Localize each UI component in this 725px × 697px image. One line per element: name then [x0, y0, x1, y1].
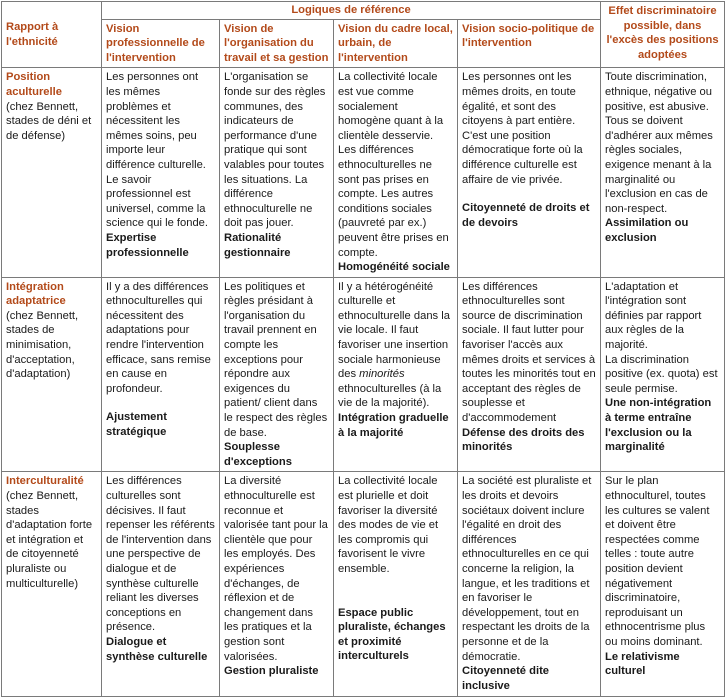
professional-cell: [102, 472, 220, 697]
discrimination-cell: [601, 277, 725, 472]
header-discriminatory-effect: Effet discriminatoire possible, dans l'excès des positions adoptées: [601, 2, 725, 68]
local-cell: [334, 68, 458, 277]
cell-conclusion: Le relativisme culturel: [605, 650, 680, 678]
row-label-sub: (chez Bennett, stades d'adaptation forte et intégration et de citoyenneté pluraliste ou multiculturelle): [6, 490, 93, 590]
cell-conclusion: Souplesse d'exceptions: [224, 441, 292, 468]
cell-text: Il y a hétérogénéité culturelle et ethnoculturelle dans la vie locale. Il faut favoriser une insertion sociale harmonieuse des minorités ethnoculturelles (à la vie de la majorité).: [338, 280, 450, 410]
cell-text: La diversité ethnoculturelle est reconnue et valorisée tant pour la clientèle que pour les employés. Des expériences d'échanges, de réflexion et de changement dans les pratiques et la gestion sont valorisées.: [224, 475, 328, 663]
row-label: Intégration adaptatrice: [6, 280, 66, 308]
cell-text: Les politiques et règles présidant à l'organisation du travail prennent en compte les exceptions pour répondre aux exigences du patient/ client dans le respect des règles de base.: [224, 280, 328, 439]
cell-text: L'adaptation et l'intégration sont définies par rapport aux règles de la majorité.: [605, 280, 702, 352]
organisation-cell: [220, 68, 334, 277]
organisation-cell: [220, 277, 334, 472]
discrimination-cell: [601, 68, 725, 277]
cell-text: La société est pluraliste et les droits et devoirs sociétaux doivent inclure l'égalité en droit des différences ethnoculturelles en ce qui concerne la religion, la langue, et les traditions et en favoriser le développement, tout en respectant les droits de la personne et de la démocratie.: [462, 475, 592, 663]
professional-cell: [102, 68, 220, 277]
cell-conclusion: Expertise professionnelle: [106, 231, 189, 259]
local-cell: [334, 277, 458, 472]
cell-text: Les différences ethnoculturelles ne sont pas prises en compte. Les autres conditions sociales (pauvreté par ex.) peuvent être prises en compte.: [338, 144, 449, 259]
cell-conclusion: Dialogue et synthèse culturelle: [106, 635, 208, 663]
sociopolitical-cell: [458, 472, 601, 697]
cell-conclusion: Ajustement stratégique: [106, 411, 167, 439]
row-label-sub: (chez Bennett, stades de déni et de défense): [6, 100, 92, 142]
cell-text: Le savoir professionnel est universel, comme la science qui le fonde.: [106, 173, 208, 230]
cell-conclusion: Défense des droits des minorités: [462, 426, 585, 454]
row-label: Position aculturelle: [6, 71, 62, 98]
cell-text: C'est une position démocratique forte où la différence culturelle est affaire de vie privée.: [462, 129, 583, 186]
local-cell: [334, 472, 458, 697]
cell-text: La collectivité locale est vue comme socialement homogène quant à la clientèle desservie.: [338, 71, 444, 142]
cell-text: L'organisation se fonde sur des règles communes, des indicateurs de performance d'une pratique qui sont valables pour toutes les situations. La différence ethnoculturelle ne doit pas jouer.: [224, 71, 326, 230]
cell-text: Il y a des différences ethnoculturelles qui nécessitent des adaptations pour rendre l'intervention efficace, sans remise en cause en profondeur.: [106, 280, 211, 395]
cell-text: La discrimination positive (ex. quota) est seule permise.: [605, 353, 718, 395]
cell-text: La collectivité locale est plurielle et doit favoriser la diversité des modes de vie et les compromis qui favorisent le vivre ensemble.: [338, 475, 439, 575]
cell-text: Les personnes ont les mêmes problèmes et nécessitent les mêmes soins, peu importe leur différence culturelle.: [106, 71, 206, 171]
header-ethnicity-relation: Rapport à l'ethnicité: [2, 2, 102, 68]
cell-text: Tous se doivent d'adhérer aux mêmes règles sociales, exigence menant à la marginalité ou l'exclusion en cas de non-respect.: [605, 115, 713, 215]
cell-text: Les différences ethnoculturelles sont source de discrimination sociale. Il faut lutter pour favoriser l'accès aux mêmes droits et services à toutes les minorités tout en acceptant des règles de souplesse et d'accommodement: [462, 280, 596, 425]
row-label-cell: [2, 68, 102, 277]
row-label-cell: [2, 277, 102, 472]
cell-text: Sur le plan ethnoculturel, toutes les cultures se valent et doivent être respectées comme telles : toute autre position devient négativement discriminatoire, reproduisant un ethnocentrisme plus ou moins dominant.: [605, 475, 710, 648]
discrimination-cell: [601, 472, 725, 697]
header-organisation-vision: Vision de l'organisation du travail et sa gestion: [220, 19, 334, 68]
cell-conclusion: Rationalité gestionnaire: [224, 231, 291, 259]
cell-text: Les différences culturelles sont décisives. Il faut repenser les référents de l'intervention dans une perspective de dialogue et de synthèse culturelle reliant les diverses conceptions en présence.: [106, 475, 215, 634]
header-local-vision: Vision du cadre local, urbain, de l'intervention: [334, 19, 458, 68]
sociopolitical-cell: [458, 277, 601, 472]
organisation-cell: [220, 472, 334, 697]
cell-conclusion: Intégration graduelle à la majorité: [338, 412, 449, 439]
row-label-cell: [2, 472, 102, 697]
sociopolitical-cell: [458, 68, 601, 277]
header-sociopolitical-vision: Vision socio-politique de l'intervention: [458, 19, 601, 68]
cell-conclusion: Espace public pluraliste, échanges et proximité interculturels: [338, 606, 446, 663]
cell-conclusion: Gestion pluraliste: [224, 665, 319, 678]
cell-conclusion: Assimilation ou exclusion: [605, 217, 689, 244]
cell-conclusion: Homogénéité sociale: [338, 261, 450, 274]
cell-conclusion: Une non-intégration à terme entraîne l'exclusion ou la marginalité: [605, 397, 712, 454]
row-label-sub: (chez Bennett, stades de minimisation, d'acceptation, d'adaptation): [6, 309, 79, 381]
professional-cell: [102, 277, 220, 472]
cell-text: Toute discrimination, ethnique, négative ou positive, est abusive.: [605, 71, 712, 113]
reference-logics-table: [1, 1, 725, 697]
header-reference-logics: Logiques de référence: [102, 2, 601, 20]
cell-text: Les personnes ont les mêmes droits, en toute égalité, et sont des citoyens à part entière.: [462, 71, 576, 128]
cell-conclusion: Citoyenneté de droits et de devoirs: [462, 202, 590, 229]
cell-conclusion: Citoyenneté dite inclusive: [462, 665, 550, 692]
header-professional-vision: Vision professionnelle de l'intervention: [102, 19, 220, 68]
row-label: Interculturalité: [6, 475, 84, 488]
